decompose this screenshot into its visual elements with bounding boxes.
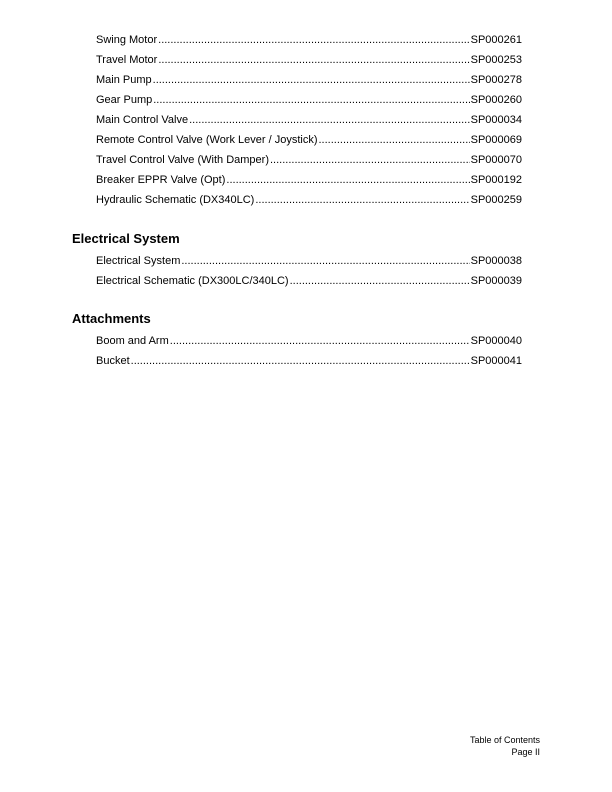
toc-entry-code: SP000261 <box>470 34 522 46</box>
toc-entry-code: SP000260 <box>470 94 522 106</box>
toc-entry-breaker-eppr-valve[interactable] <box>96 170 522 190</box>
attachments-entry-list <box>96 331 522 371</box>
toc-entry-title: Electrical Schematic (DX300LC/340LC) <box>96 275 289 287</box>
toc-entry-code: SP000070 <box>470 154 522 166</box>
toc-entry-title: Hydraulic Schematic (DX340LC) <box>96 194 255 206</box>
dot-leader <box>255 190 469 210</box>
toc-entry-swing-motor[interactable] <box>96 30 522 50</box>
dot-leader <box>181 251 469 271</box>
toc-entry-gear-pump[interactable] <box>96 90 522 110</box>
section-heading-electrical: Electrical System <box>72 231 180 246</box>
toc-entry-title: Bucket <box>96 355 130 367</box>
toc-entry-title: Electrical System <box>96 255 181 267</box>
section-heading-attachments: Attachments <box>72 311 151 326</box>
toc-entry-travel-motor[interactable] <box>96 50 522 70</box>
toc-entry-main-control-valve[interactable] <box>96 110 522 130</box>
toc-entry-title: Travel Control Valve (With Damper) <box>96 154 269 166</box>
toc-entry-code: SP000278 <box>470 74 522 86</box>
toc-entry-electrical-system[interactable] <box>96 251 522 271</box>
toc-entry-title: Remote Control Valve (Work Lever / Joystick) <box>96 134 318 146</box>
toc-entry-code: SP000038 <box>470 255 522 267</box>
toc-entry-boom-and-arm[interactable] <box>96 331 522 351</box>
dot-leader <box>158 30 469 50</box>
dot-leader <box>170 331 470 351</box>
footer-section-title: Table of Contents <box>469 735 540 745</box>
dot-leader <box>158 50 469 70</box>
toc-entry-code: SP000040 <box>470 335 522 347</box>
toc-entry-code: SP000034 <box>470 114 522 126</box>
dot-leader <box>153 70 470 90</box>
footer-page-number: Page II <box>511 747 540 757</box>
toc-entry-hydraulic-schematic[interactable] <box>96 190 522 210</box>
toc-entry-title: Boom and Arm <box>96 335 169 347</box>
toc-entry-code: SP000041 <box>470 355 522 367</box>
hydraulic-entry-list <box>96 30 522 210</box>
toc-entry-title: Travel Motor <box>96 54 158 66</box>
dot-leader <box>226 170 469 190</box>
dot-leader <box>290 271 470 291</box>
toc-entry-code: SP000253 <box>470 54 522 66</box>
toc-entry-main-pump[interactable] <box>96 70 522 90</box>
dot-leader <box>189 110 469 130</box>
toc-entry-title: Breaker EPPR Valve (Opt) <box>96 174 226 186</box>
toc-entry-title: Gear Pump <box>96 94 153 106</box>
page-footer <box>470 734 540 758</box>
toc-entry-title: Main Pump <box>96 74 152 86</box>
dot-leader <box>131 351 470 371</box>
toc-entry-travel-control-valve[interactable] <box>96 150 522 170</box>
toc-entry-title: Swing Motor <box>96 34 158 46</box>
toc-entry-code: SP000192 <box>470 174 522 186</box>
toc-entry-code: SP000259 <box>470 194 522 206</box>
dot-leader <box>319 130 470 150</box>
toc-entry-title: Main Control Valve <box>96 114 189 126</box>
toc-entry-code: SP000069 <box>470 134 522 146</box>
dot-leader <box>270 150 470 170</box>
toc-entry-bucket[interactable] <box>96 351 522 371</box>
toc-entry-electrical-schematic[interactable] <box>96 271 522 291</box>
toc-entry-code: SP000039 <box>470 275 522 287</box>
dot-leader <box>153 90 469 110</box>
electrical-entry-list <box>96 251 522 291</box>
toc-entry-remote-control-valve[interactable] <box>96 130 522 150</box>
